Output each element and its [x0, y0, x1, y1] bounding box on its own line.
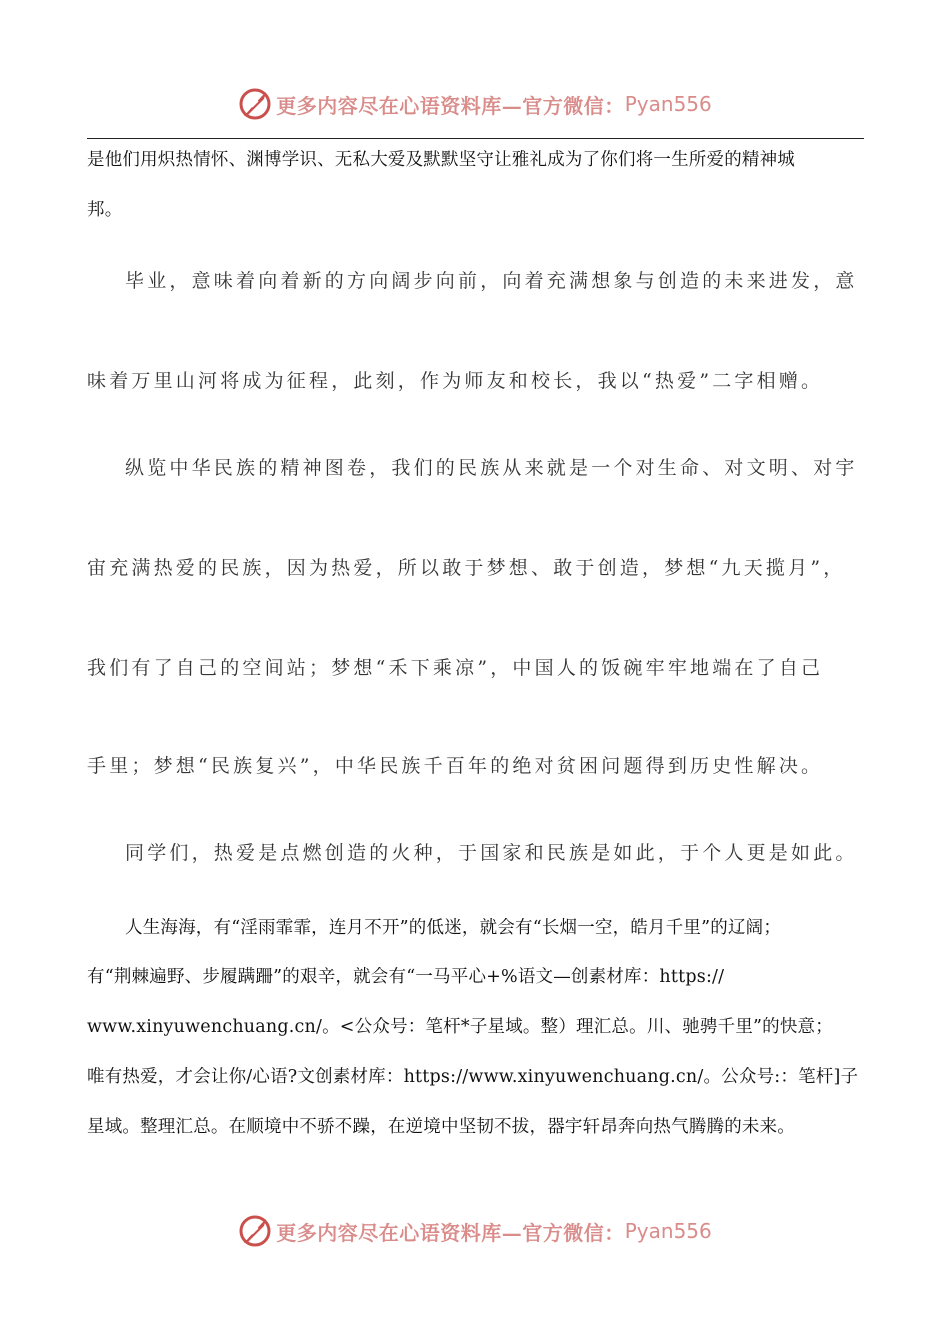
text-line: 我们有了自己的空间站；梦想“禾下乘凉”，中国人的饭碗牢牢地端在了自己	[87, 657, 824, 679]
banner-wechat-id: Pyan556	[624, 92, 712, 116]
text-line: 星域。整理汇总。在顺境中不骄不躁，在逆境中坚韧不拔，器宇轩昂奔向热气腾腾的未来。	[87, 1117, 795, 1137]
text-line: 邦。	[87, 200, 123, 220]
footer-banner	[0, 1211, 950, 1251]
text-line: 是他们用炽热情怀、渊博学识、无私大爱及默默坚守让雅礼成为了你们将一生所爱的精神城	[87, 150, 795, 170]
banner-text: 更多内容尽在心语资料库—官方微信：	[276, 1220, 625, 1245]
text-line: 纵览中华民族的精神图卷，我们的民族从来就是一个对生命、对文明、对宇	[125, 457, 858, 479]
text-line: 人生海海，有“淫雨霏霏，连月不开”的低迷，就会有“长烟一空，皓月千里”的辽阔；	[125, 918, 782, 938]
quill-logo-icon	[238, 87, 272, 121]
text-line: 宙充满热爱的民族，因为热爱，所以敢于梦想、敢于创造，梦想“九天揽月”，	[87, 557, 846, 579]
text-line: 味着万里山河将成为征程，此刻，作为师友和校长，我以“热爱”二字相赠。	[87, 370, 824, 392]
quill-logo-icon	[238, 1214, 272, 1248]
text-line: 毕业，意味着向着新的方向阔步向前，向着充满想象与创造的未来进发，意	[125, 270, 858, 292]
header-banner	[0, 84, 950, 124]
text-line: 有“荆棘遍野、步履蹒跚”的艰辛，就会有“一马平心+%语文—创素材库：https://	[87, 967, 725, 987]
banner-wechat-id: Pyan556	[624, 1219, 712, 1243]
text-line: www.xinyuwenchuang.cn/。<公众号：笔杆*子星域。整）理汇总。川、驰骋千里”的快意；	[87, 1017, 833, 1037]
text-line: 唯有热爱，才会让你/心语?文创素材库：https://www.xinyuwenchuang.cn/。公众号:：笔杆]子	[87, 1067, 859, 1087]
text-line: 同学们，热爱是点燃创造的火种，于国家和民族是如此，于个人更是如此。	[125, 842, 858, 864]
banner-text: 更多内容尽在心语资料库—官方微信：	[276, 93, 625, 118]
text-line: 手里；梦想“民族复兴”，中华民族千百年的绝对贫困问题得到历史性解决。	[87, 755, 824, 777]
header-divider	[87, 138, 864, 139]
